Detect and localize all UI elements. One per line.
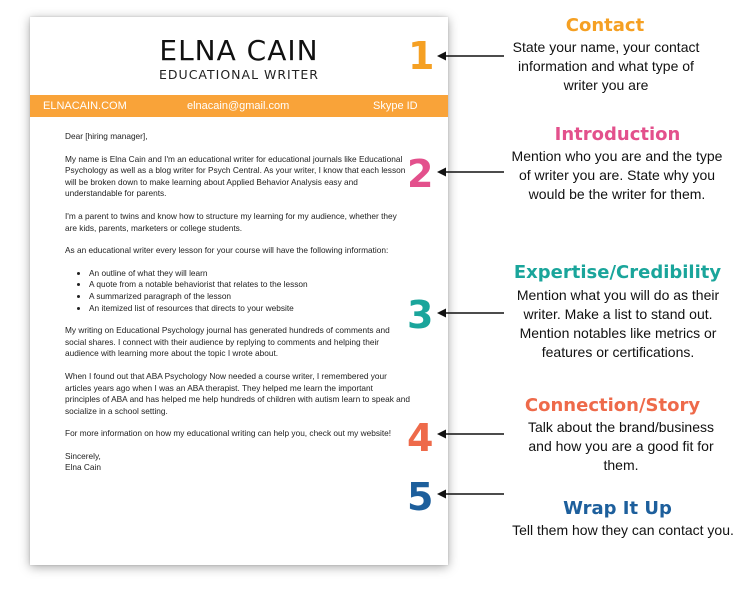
paragraph-story: When I found out that ABA Psychology Now needed a course writer, I remembered your articles years ago when I was an ABA therapist. They helped me learn the important principles of ABA and has helped me help hundreds of children with autism learn to speak and socialize in a school setting. [65,370,410,416]
salutation: Dear [hiring manager], [65,131,148,141]
list-item: • A summarized paragraph of the lesson [89,291,410,303]
annotation-title-connection: Connection/Story [524,395,701,416]
step-number-2: 2 [407,152,434,196]
list-item: • A quote from a notable behaviorist that relates to the lesson [89,279,410,291]
step-number-1: 1 [408,34,435,78]
arrow-left-icon [436,487,506,501]
annotation-desc-introduction: Mention who you are and the type of writer you are. State why you would be the writer for them. [511,148,723,202]
paragraph-credibility: My writing on Educational Psychology journal has generated hundreds of comments and social shares. I connect with their audience by replying to comments and helping their audience with learning more about the topic I wrote about. [65,325,390,359]
step-number-4: 4 [407,416,434,460]
cover-letter-page [30,17,448,565]
arrow-left-icon [436,306,506,320]
step-number-3: 3 [407,293,434,337]
contact-email: elnacain@gmail.com [187,100,290,112]
paragraph-list-intro: As an educational writer every lesson for your course will have the following information: [65,245,389,256]
step-number-5: 5 [407,475,434,519]
contact-skype: Skype ID [373,100,418,112]
letter-body [65,131,410,474]
contact-bar [30,95,448,117]
closing: Sincerely, [65,450,101,461]
contact-website: ELNACAIN.COM [43,100,127,112]
feature-list [65,268,410,314]
annotation-title-introduction: Introduction [554,124,681,145]
annotation-title-wrap-up: Wrap It Up [563,498,672,519]
paragraph-parent: I'm a parent to twins and know how to structure my learning for my audience, whether they are kids, parents, marketers or college students. [65,210,397,233]
annotation-desc-wrap-up: Tell them how they can contact you. [512,522,734,538]
list-item: • An itemized list of resources that directs to your website [89,303,410,315]
signature: Elna Cain [65,462,101,473]
annotation-title-contact: Contact [565,15,645,36]
annotation-desc-expertise: Mention what you will do as their writer. Make a list to stand out. Mention notables like metrics or features or certifications. [516,287,720,360]
arrow-left-icon [436,49,506,63]
arrow-left-icon [436,427,506,441]
paragraph-wrap-up: For more information on how my educational writing can help you, check out my website! [65,428,392,439]
list-item: • An outline of what they will learn [89,268,410,280]
annotation-desc-contact: State your name, your contact information and what type of writer you are [512,39,700,93]
paragraph-intro: My name is Elna Cain and I'm an educational writer for educational journals like Educational Psychology as well as a blog writer for Psych Central. As your writer, I know that each lesson will be broken down to make learning about Applied Behavior Analysis easy and understandable for parents. [65,153,406,199]
arrow-left-icon [436,165,506,179]
annotation-title-expertise: Expertise/Credibility [513,262,722,283]
letter-role: EDUCATIONAL WRITER [159,67,319,82]
letter-name: ELNA CAIN [159,34,319,67]
annotation-desc-connection: Talk about the brand/business and how you are a good fit for them. [527,419,714,473]
